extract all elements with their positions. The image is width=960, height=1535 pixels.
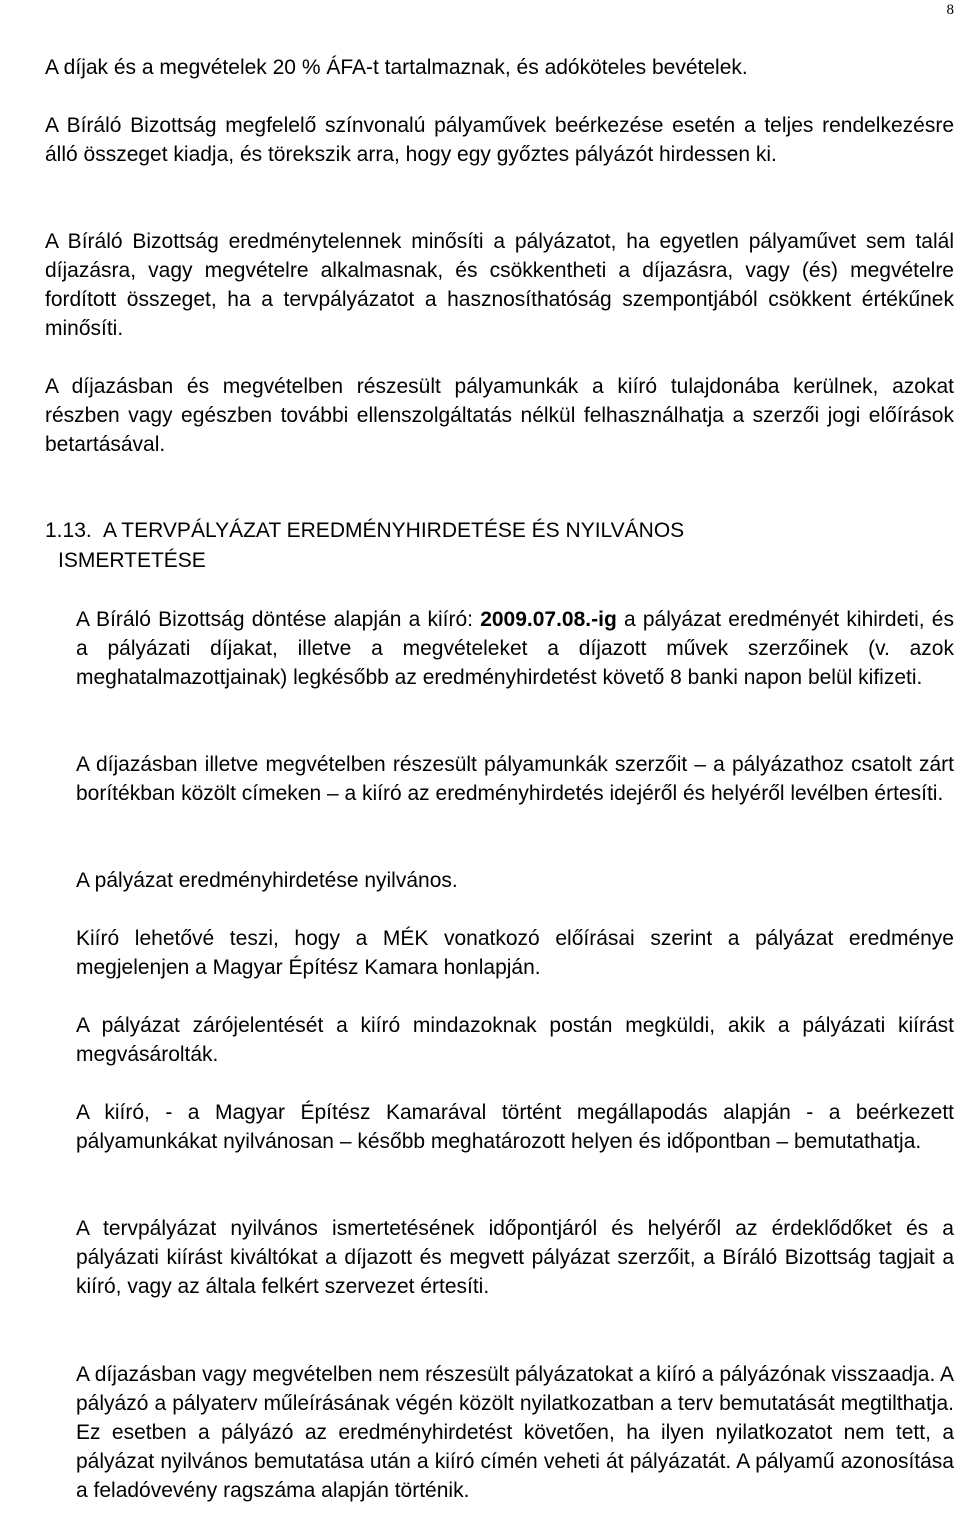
paragraph-public-announcement: A pályázat eredményhirdetése nyilvános.: [76, 869, 458, 892]
paragraph-mek-website: Kiíró lehetővé teszi, hogy a MÉK vonatkozó előírásai szerint a pályázat eredménye megjelenjen a Magyar Építész Kamara honlapján.: [76, 927, 954, 979]
paragraph-vat: A díjak és a megvételek 20 % ÁFA-t tartalmaznak, és adóköteles bevételek.: [45, 56, 748, 79]
paragraph-public-review: A tervpályázat nyilvános ismertetésének időpontjáról és helyéről az érdeklődőket és a pályázati kiírást kiváltókat a díjazott és megvett pályázat szerzőit, a Bíráló Bizottság tagjait a kiíró, vagy az általa felkért szervezet értesíti.: [76, 1217, 954, 1298]
section-title-line1: A TERVPÁLYÁZAT EREDMÉNYHIRDETÉSE ÉS NYILVÁNOS: [103, 519, 685, 542]
paragraph-exhibition: A kiíró, - a Magyar Építész Kamarával történt megállapodás alapján - a beérkezett pályamunkákat nyilvánosan – később meghatározott helyen és időpontban – bemutathatja.: [76, 1101, 954, 1153]
section-number: 1.13.: [45, 519, 92, 542]
paragraph-announcement: [76, 605, 954, 692]
paragraph-ownership: A díjazásban és megvételben részesült pályamunkák a kiíró tulajdonába kerülnek, azokat részben vagy egészben további ellenszolgáltatás nélkül felhasználhatja a szerzői jogi előírások betartásával.: [45, 375, 954, 456]
page-number: 8: [946, 2, 954, 18]
paragraph-final-report: A pályázat zárójelentését a kiíró mindazoknak postán megküldi, akik a pályázati kiírást megvásárolták.: [76, 1014, 954, 1066]
announcement-text-after: a pályázat eredményét kihirdeti, és a pályázati díjakat, illetve a megvételeket a díjazott művek szerzőinek (v. azok meghatalmazottjainak) legkésőbb az eredményhirdetést követő 8 banki napon belül kifizeti.: [76, 608, 954, 689]
paragraph-unsuccessful: A Bíráló Bizottság eredménytelennek minősíti a pályázatot, ha egyetlen pályaművet sem talál díjazásra, vagy megvételre alkalmasnak, és csökkentheti a díjazásra, vagy (és) megvételre fordított összeget, ha a tervpályázatot a hasznosíthatóság szempontjából csökkent értékűnek minősíti.: [45, 230, 954, 340]
paragraph-full-amount: A Bíráló Bizottság megfelelő színvonalú pályaművek beérkezése esetén a teljes rendelkezésre álló összeget kiadja, és törekszik arra, hogy egy győztes pályázót hirdessen ki.: [45, 114, 954, 166]
paragraph-notify-authors: A díjazásban illetve megvételben részesült pályamunkák szerzőit – a pályázathoz csatolt zárt borítékban közölt címeken – a kiíró az eredményhirdetés idejéről és helyéről levélben értesíti.: [76, 753, 954, 805]
section-heading: [45, 516, 684, 576]
announcement-date: 2009.07.08.-ig: [480, 608, 617, 631]
paragraph-return-entries: A díjazásban vagy megvételben nem részesült pályázatokat a kiíró a pályázónak visszaadja. A pályázó a pályaterv műleírásának végén közölt nyilatkozatban a terv bemutatását megtilthatja. Ez esetben a pályázó az eredményhirdetést követően, ha ilyen nyilatkozatot nem tett, a pályázat nyilvános bemutatása után a kiíró címén veheti át pályázatát. A pályamű azonosítása a feladóvevény ragszáma alapján történik.: [76, 1363, 954, 1502]
section-title-line2: ISMERTETÉSE: [58, 549, 206, 572]
announcement-text-before: A Bíráló Bizottság döntése alapján a kiíró:: [76, 608, 481, 631]
